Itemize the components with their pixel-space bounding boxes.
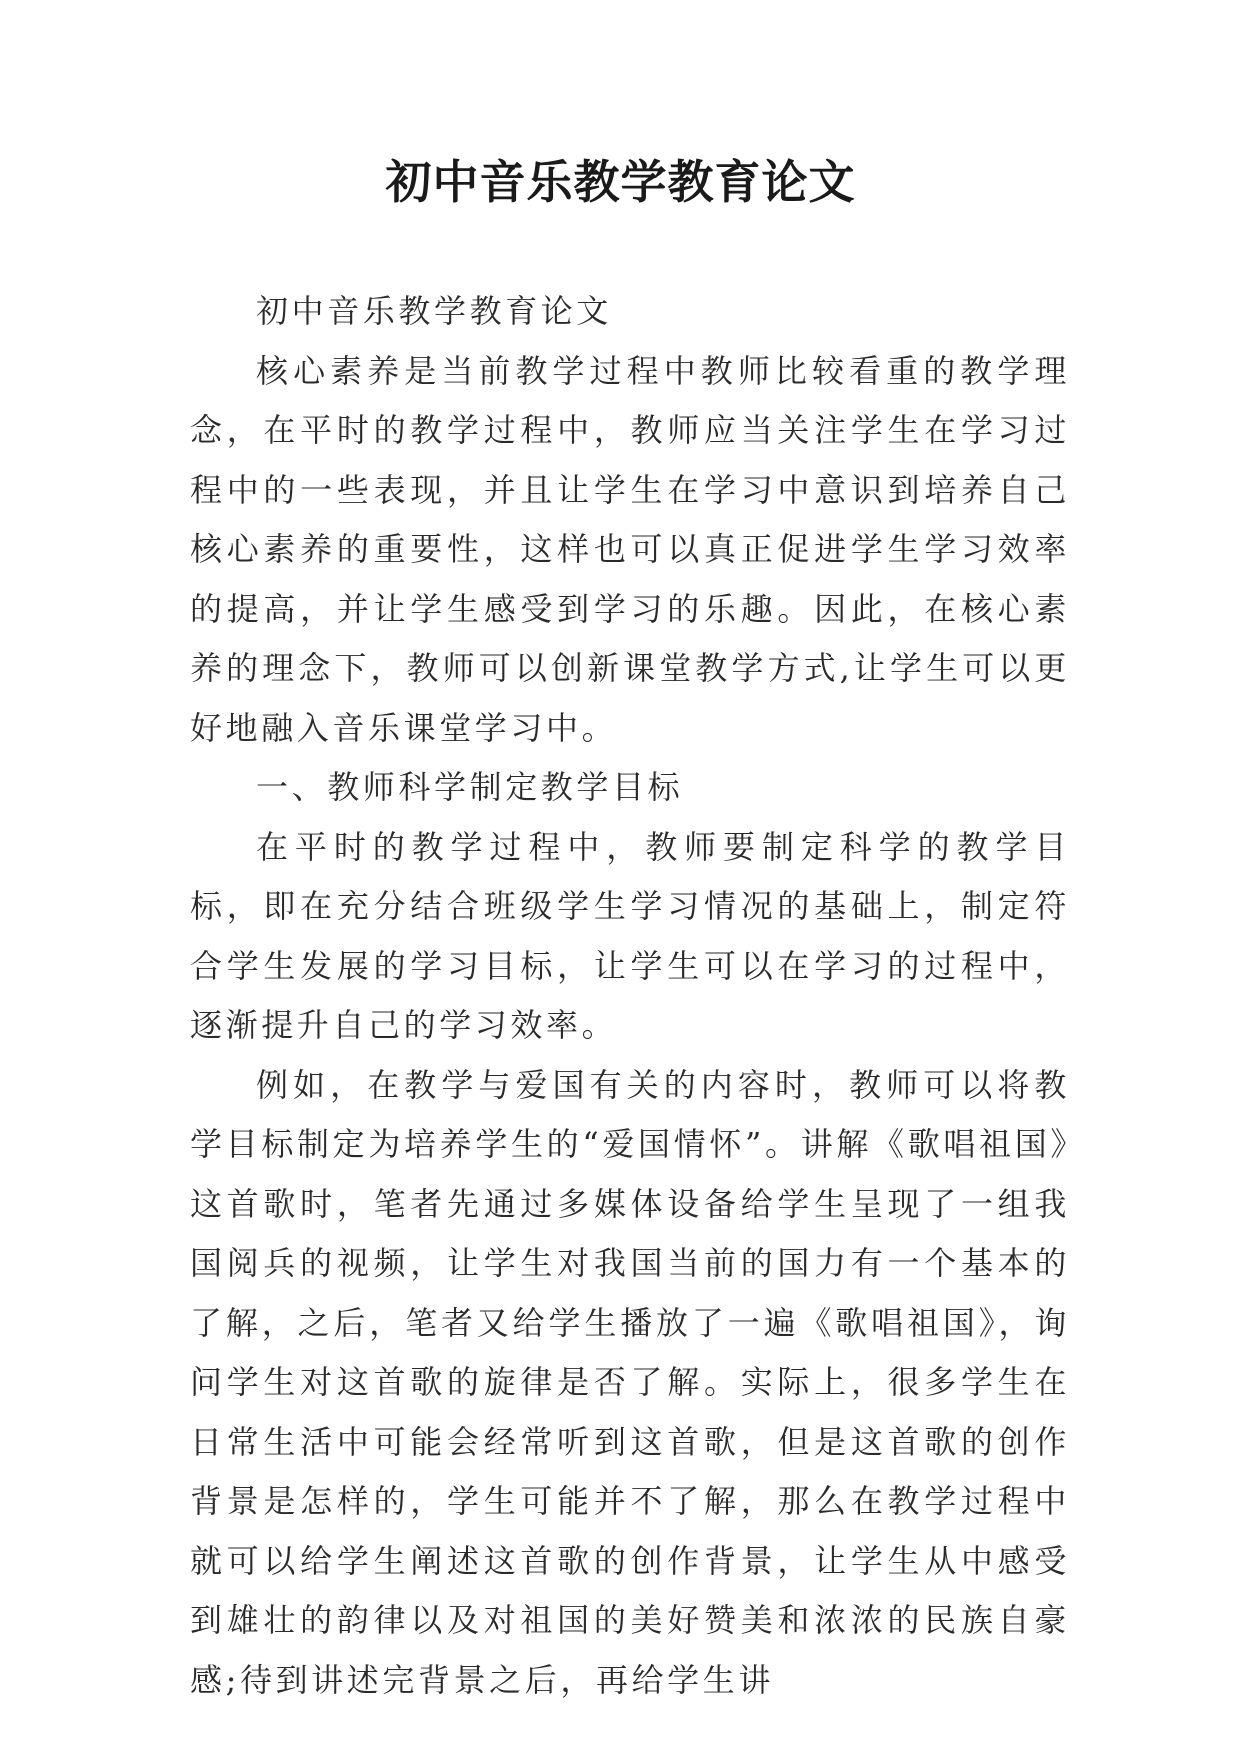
document-body: [190, 282, 1070, 1710]
body-paragraph: 例如，在教学与爱国有关的内容时，教师可以将教学目标制定为培养学生的“爱国情怀”。讲解《歌唱祖国》这首歌时，笔者先通过多媒体设备给学生呈现了一组我国阅兵的视频，让学生对我国当前的国力有一个基本的了解，之后，笔者又给学生播放了一遍《歌唱祖国》，询问学生对这首歌的旋律是否了解。实际上，很多学生在日常生活中可能会经常听到这首歌，但是这首歌的创作背景是怎样的，学生可能并不了解，那么在教学过程中就可以给学生阐述这首歌的创作背景，让学生从中感受到雄壮的韵律以及对祖国的美好赞美和浓浓的民族自豪感;待到讲述完背景之后，再给学生讲: [190, 1065, 1070, 1699]
document-title: 初中音乐教学教育论文: [385, 155, 856, 209]
section-heading: 一、教师科学制定教学目标: [256, 768, 684, 806]
subtitle-paragraph: 初中音乐教学教育论文: [256, 292, 613, 330]
body-paragraph: 在平时的教学过程中，教师要制定科学的教学目标，即在充分结合班级学生学习情况的基础上，制定符合学生发展的学习目标，让学生可以在学习的过程中，逐渐提升自己的学习效率。: [190, 827, 1070, 1044]
intro-paragraph: 核心素养是当前教学过程中教师比较看重的教学理念，在平时的教学过程中，教师应当关注学生在学习过程中的一些表现，并且让学生在学习中意识到培养自己核心素养的重要性，这样也可以真正促进学生学习效率的提高，并让学生感受到学习的乐趣。因此，在核心素养的理念下，教师可以创新课堂教学方式,让学生可以更好地融入音乐课堂学习中。: [190, 351, 1070, 747]
